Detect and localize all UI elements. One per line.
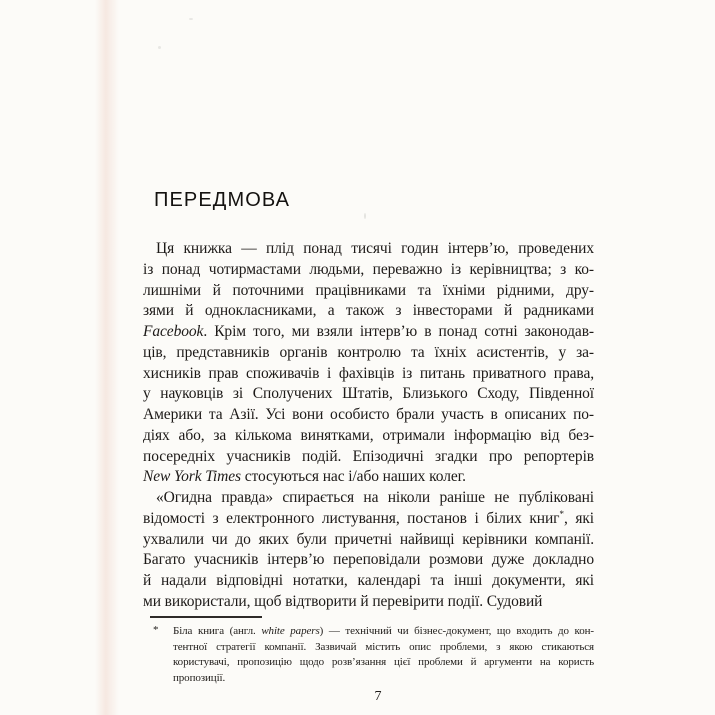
text-line — [173, 671, 594, 687]
text-segment: із понад чотирмастами людьми, переважно із керівництва; з ко- — [143, 260, 594, 278]
text-segment: New York Times — [143, 468, 241, 486]
chapter-heading: ПЕРЕДМОВА — [154, 189, 291, 211]
scan-speck — [189, 18, 193, 20]
body-text — [143, 239, 594, 613]
text-line — [143, 530, 594, 551]
text-line — [143, 322, 594, 343]
text-line — [143, 260, 594, 281]
text-segment: Америки та Азії. Усі вони особисто брали участь в описаних по- — [143, 406, 594, 423]
text-line — [173, 624, 594, 640]
text-segment: відомості з електронного листування, постанов і білих книг — [143, 509, 560, 527]
text-segment: Ця книжка — плід понад тисячі годин інтерв’ю, проведених — [156, 240, 594, 257]
text-segment: посередніх учасників подій. Епізодичні згадки про репортерів — [143, 447, 594, 465]
text-line — [143, 405, 594, 426]
text-segment: ) — технічний чи бізнес-документ, що входить до кон- — [319, 625, 594, 637]
text-line — [143, 447, 594, 468]
text-line — [143, 239, 594, 260]
text-line — [143, 301, 594, 322]
text-segment: користувачі, пропозицію щодо розв’язання цієї проблеми й аргументи на користь — [173, 656, 594, 669]
text-segment: діях або, за кількома винятками, отримали інформацію від без- — [143, 426, 594, 444]
text-segment: у науковців зі Сполучених Штатів, Близького Сходу, Південної — [143, 385, 594, 403]
scan-speck — [364, 213, 366, 219]
text-line — [143, 343, 594, 364]
text-segment: ців, представників органів контролю та їхніх асистентів, у за- — [143, 343, 594, 361]
text-line — [143, 384, 594, 405]
text-line — [143, 571, 594, 592]
page-number: 7 — [374, 689, 382, 704]
text-line — [173, 640, 594, 656]
text-segment: хисників прав споживачів і фахівців із питань приватного права, — [143, 364, 594, 382]
text-line — [173, 655, 594, 671]
text-segment: ухвалили чи до яких були причетні найвищі керівники компанії. — [143, 530, 594, 548]
footnote-rule — [150, 616, 262, 618]
footnote-reference: * — [559, 509, 564, 520]
text-segment: white papers — [261, 625, 320, 637]
text-line — [143, 592, 594, 613]
text-segment: , які — [563, 509, 594, 527]
text-line — [143, 281, 594, 302]
footnote-marker: * — [153, 624, 159, 636]
text-segment: зями й однокласниками, а також з інвесторами й радниками — [143, 302, 594, 320]
text-segment: лишніми й поточними працівниками та їхніми рідними, дру- — [143, 281, 594, 299]
page-edge-shadow — [95, 0, 119, 715]
text-line — [143, 509, 594, 530]
text-segment: пропозиції. — [173, 671, 226, 684]
scan-speck — [158, 46, 161, 49]
text-segment: стосуються нас і/або наших колег. — [240, 468, 466, 486]
text-segment: Біла книга (англ. — [173, 625, 262, 637]
text-segment: Багато учасників інтерв’ю переповідали розмови дуже докладно — [143, 551, 594, 569]
text-line — [143, 467, 594, 488]
text-line — [143, 550, 594, 571]
footnote-text — [173, 624, 594, 686]
text-segment: «Огидна правда» спирається на ніколи раніше не публіковані — [156, 489, 594, 506]
text-segment: Facebook — [143, 323, 204, 340]
text-line — [143, 488, 594, 509]
text-segment: . Крім того, ми взяли інтерв’ю в понад сотні законодав- — [203, 323, 594, 340]
text-segment: тентної стратегії компанії. Зазвичай містить опис проблеми, з якою стикаються — [173, 640, 594, 653]
text-line — [143, 364, 594, 385]
text-line — [143, 426, 594, 447]
text-segment: ми використали, щоб відтворити й перевірити події. Судовий — [143, 592, 543, 610]
text-segment: й надали відповідні нотатки, календарі та інші документи, які — [143, 572, 594, 589]
